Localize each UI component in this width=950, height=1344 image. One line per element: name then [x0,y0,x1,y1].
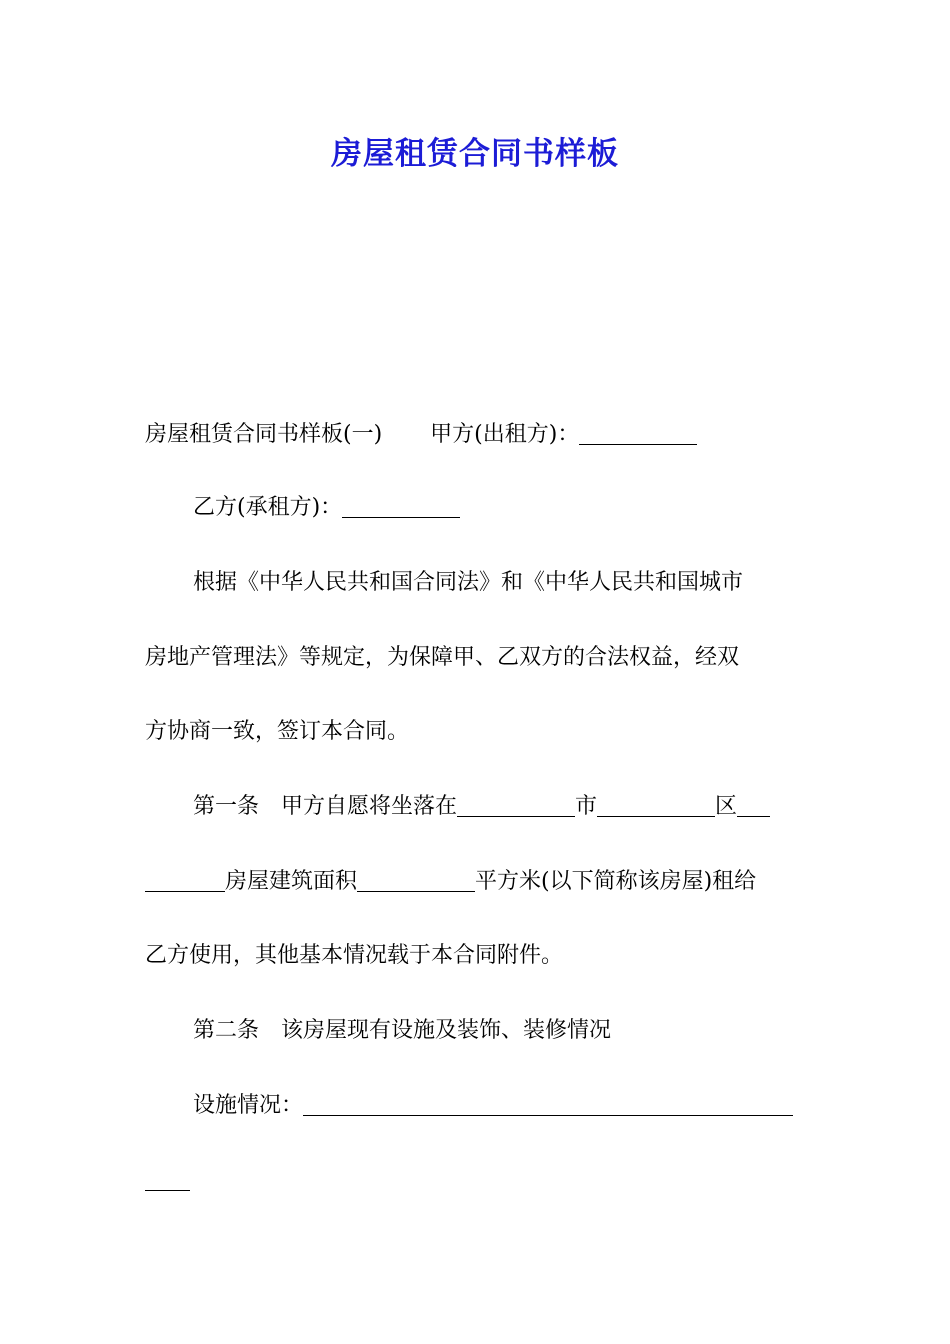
article-1-text-2: 乙方使用，其他基本情况载于本合同附件。 [145,943,564,968]
area-label: 房屋建筑面积 [225,869,358,894]
facilities-label: 设施情况： [193,1093,304,1118]
preamble-text-3: 方协商一致，签订本合同。 [145,719,410,744]
location-blank-4 [145,890,225,892]
city-label: 市 [575,794,598,819]
location-blank-1 [457,815,575,817]
area-blank [357,890,475,892]
party-b-blank [342,516,460,518]
document-title: 房屋租赁合同书样板 [331,136,619,172]
party-a-blank [579,443,697,445]
party-b-label: 乙方(承租方)： [193,495,343,520]
area-unit-text: 平方米(以下简称该房屋)租给 [475,869,757,894]
paragraph-line-3 [193,568,743,598]
paragraph-line-2 [193,493,460,523]
paragraph-line-11 [145,1166,190,1196]
article-1-text: 甲方自愿将坐落在 [281,794,458,819]
paragraph-line-1 [145,420,697,450]
paragraph-line-9 [193,1016,611,1046]
party-a-label: 甲方(出租方)： [430,422,580,447]
article-2-text: 该房屋现有设施及装饰、装修情况 [281,1018,612,1043]
facilities-blank [303,1114,793,1116]
facilities-blank-2 [145,1189,190,1191]
article-1-label: 第一条 [193,794,260,819]
paragraph-line-10 [193,1091,793,1121]
paragraph-line-6 [193,792,770,822]
location-blank-2 [597,815,715,817]
district-label: 区 [715,794,738,819]
paragraph-line-7 [145,867,756,897]
paragraph-line-8 [145,941,563,971]
article-2-label: 第二条 [193,1018,260,1043]
location-blank-3 [737,815,770,817]
preamble-text-2: 房地产管理法》等规定，为保障甲、乙双方的合法权益，经双 [145,645,740,670]
paragraph-line-4 [145,643,739,673]
section-heading: 房屋租赁合同书样板(一) [145,422,383,447]
preamble-text-1: 根据《中华人民共和国合同法》和《中华人民共和国城市 [193,570,744,595]
paragraph-line-5 [145,717,409,747]
